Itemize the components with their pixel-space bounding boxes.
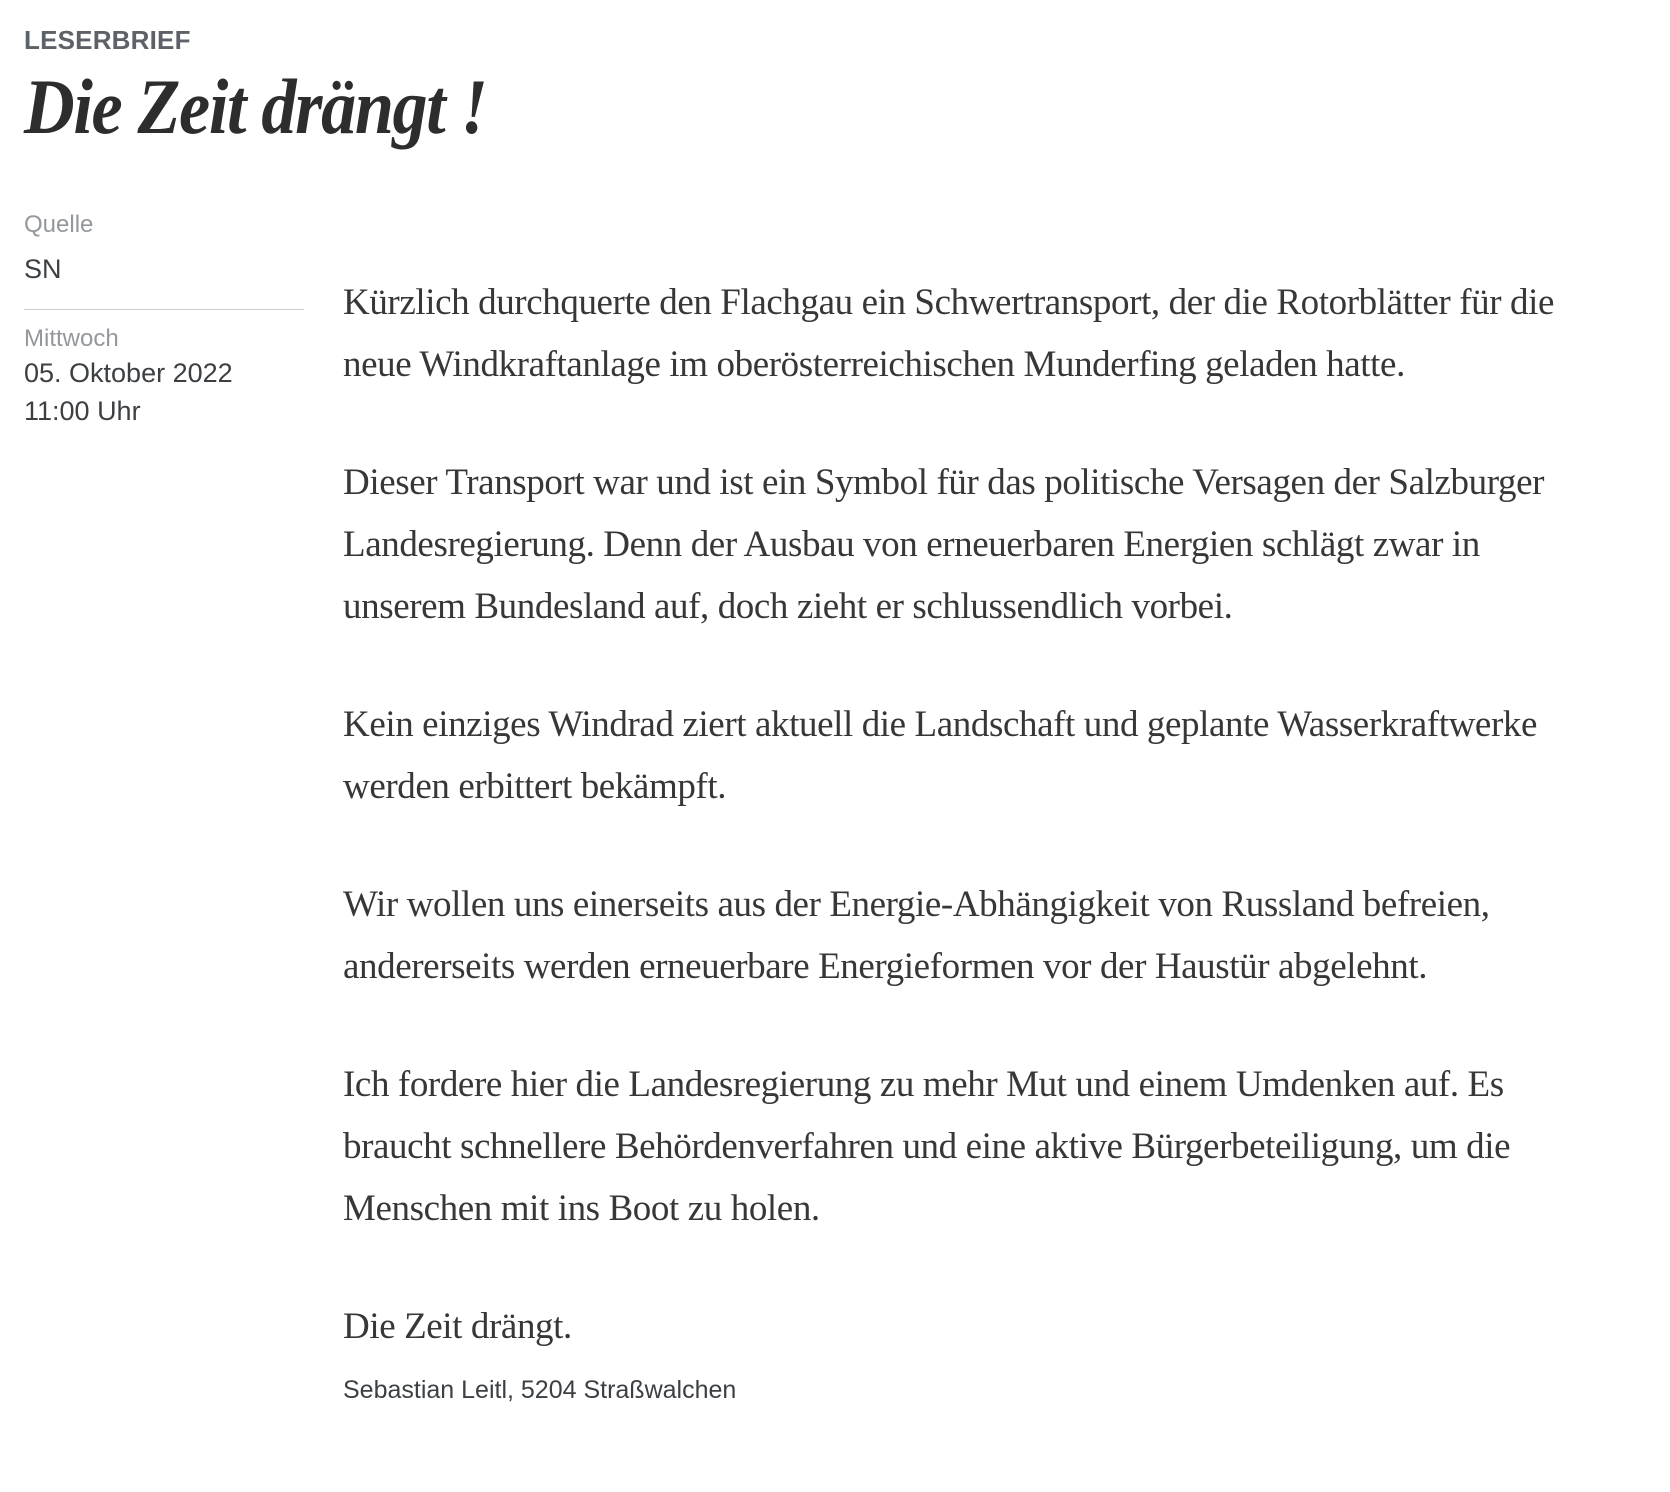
meta-sidebar xyxy=(24,210,304,430)
weekday-label: Mittwoch xyxy=(24,325,119,352)
paragraph-3: Kein einziges Windrad ziert aktuell die Landschaft und geplante Wasserkraftwerke werden erbittert bekämpft. xyxy=(343,704,1537,807)
source-label: Quelle xyxy=(24,211,94,238)
paragraph-4: Wir wollen uns einerseits aus der Energie-Abhängigkeit von Russland befreien, andererseits werden erneuerbare Energieformen vor der Haustür abgelehnt. xyxy=(343,884,1490,987)
sidebar-divider xyxy=(24,309,304,310)
source-value: SN xyxy=(24,254,62,284)
paragraph-1: Kürzlich durchquerte den Flachgau ein Schwertransport, der die Rotorblätter für die neue Windkraftanlage im oberösterreichischen Munderfing geladen hatte. xyxy=(343,282,1554,385)
article-headline: Die Zeit drängt ! xyxy=(24,63,487,150)
paragraph-5: Ich fordere hier die Landesregierung zu mehr Mut und einem Umdenken auf. Es braucht schnellere Behördenverfahren und eine aktive Bürgerbeteiligung, um die Menschen mit ins Boot zu holen. xyxy=(343,1064,1511,1229)
article-content xyxy=(24,210,1592,1406)
article-body xyxy=(343,210,1592,1406)
article-header xyxy=(24,24,1592,150)
publish-time: 11:00 Uhr xyxy=(24,396,141,426)
publish-date: 05. Oktober 2022 xyxy=(24,358,233,388)
author-signature: Sebastian Leitl, 5204 Straßwalchen xyxy=(343,1376,737,1404)
closing-line: Die Zeit drängt. xyxy=(343,1306,572,1347)
kicker-label: LESERBRIEF xyxy=(24,25,191,55)
paragraph-2: Dieser Transport war und ist ein Symbol für das politische Versagen der Salzburger Landesregierung. Denn der Ausbau von erneuerbaren Energien schlägt zwar in unserem Bundesland auf, doch zieht er schlussendlich vorbei. xyxy=(343,462,1545,627)
